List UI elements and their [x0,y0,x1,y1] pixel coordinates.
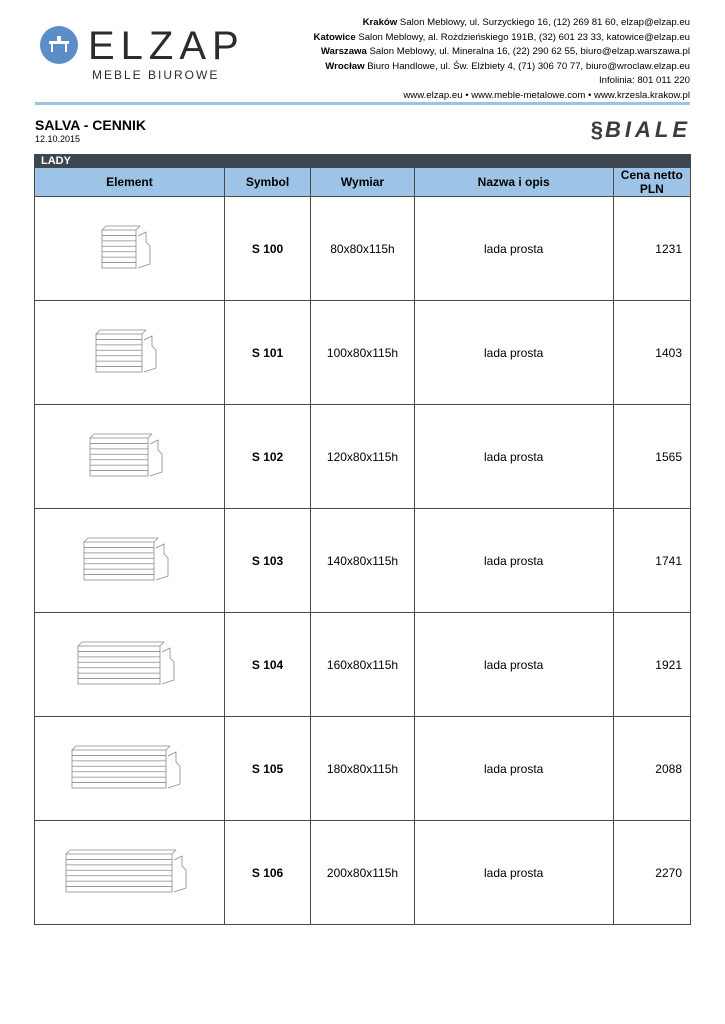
size-cell: 160x80x115h [311,613,414,717]
price-cell: 2088 [613,717,690,821]
counter-drawing-icon [100,224,158,274]
price-cell: 2270 [613,821,690,925]
contact-katowice: Katowice Salon Meblowy, al. Rożdzieńskiego 191B, (32) 601 23 33, katowice@elzap.eu [313,31,690,43]
symbol-cell: S 102 [224,405,310,509]
counter-drawing-icon [64,848,194,898]
col-header-description: Nazwa i opis [414,168,613,197]
symbol-cell: S 106 [224,821,310,925]
contact-warszawa: Warszawa Salon Meblowy, ul. Mineralna 16, (22) 290 62 55, biuro@elzap.warszawa.pl [320,46,690,58]
element-image [35,821,225,925]
description-cell: lada prosta [414,821,613,925]
description-cell: lada prosta [414,197,613,301]
counter-drawing-icon [94,328,164,378]
element-image [35,197,225,301]
table-row [35,717,691,821]
price-cell: 1741 [613,509,690,613]
symbol-cell: S 104 [224,613,310,717]
price-cell: 1403 [613,301,690,405]
price-cell: 1231 [613,197,690,301]
element-image [35,509,225,613]
size-cell: 180x80x115h [311,717,414,821]
size-cell: 80x80x115h [311,197,414,301]
symbol-cell: S 100 [224,197,310,301]
logo-wordmark: ELZAP [88,24,245,68]
biale-mark-icon: § [590,117,603,142]
contact-krakow: Kraków Salon Meblowy, ul. Surzyckiego 16, (12) 269 81 60, elzap@elzap.eu [362,17,690,28]
element-image [35,613,225,717]
table-row [35,405,691,509]
logo-subtitle: MEBLE BIUROWE [92,68,220,82]
table-row [35,509,691,613]
biale-logo: §BIALE [590,117,691,142]
col-header-symbol: Symbol [224,168,310,197]
table-row [35,821,691,925]
counter-drawing-icon [76,640,182,690]
description-cell: lada prosta [414,509,613,613]
col-header-size: Wymiar [311,168,414,197]
elzap-logo [38,24,245,84]
description-cell: lada prosta [414,301,613,405]
col-header-element: Element [35,168,225,197]
description-cell: lada prosta [414,405,613,509]
symbol-cell: S 101 [224,301,310,405]
document-date: 12.10.2015 [35,134,81,144]
element-image [35,405,225,509]
description-cell: lada prosta [414,613,613,717]
contact-block [314,16,690,104]
header-divider [35,102,690,105]
infolinia: Infolinia: 801 011 220 [598,75,690,87]
price-cell: 1921 [613,613,690,717]
table-row [35,613,691,717]
price-cell: 1565 [613,405,690,509]
description-cell: lada prosta [414,717,613,821]
counter-drawing-icon [70,744,188,794]
counter-drawing-icon [88,432,170,482]
size-cell: 140x80x115h [311,509,414,613]
col-header-price: Cena netto PLN [613,168,690,197]
page-title: SALVA - CENNIK [35,117,146,133]
element-image [35,717,225,821]
section-title: LADY [35,155,691,168]
section-header [35,155,691,168]
logo-desk-icon [40,26,78,64]
table-row [35,301,691,405]
table-header [35,168,691,197]
symbol-cell: S 105 [224,717,310,821]
websites: www.elzap.eu • www.meble-metalowe.com • www.krzesla.krakow.pl [403,89,690,101]
counter-drawing-icon [82,536,176,586]
size-cell: 100x80x115h [311,301,414,405]
symbol-cell: S 103 [224,509,310,613]
table-row [35,197,691,301]
size-cell: 200x80x115h [311,821,414,925]
price-table [34,154,691,925]
contact-wroclaw: Wrocław Biuro Handlowe, ul. Św. Elżbiety 4, (71) 306 70 77, biuro@wroclaw.elzap.eu [325,60,690,72]
size-cell: 120x80x115h [311,405,414,509]
element-image [35,301,225,405]
